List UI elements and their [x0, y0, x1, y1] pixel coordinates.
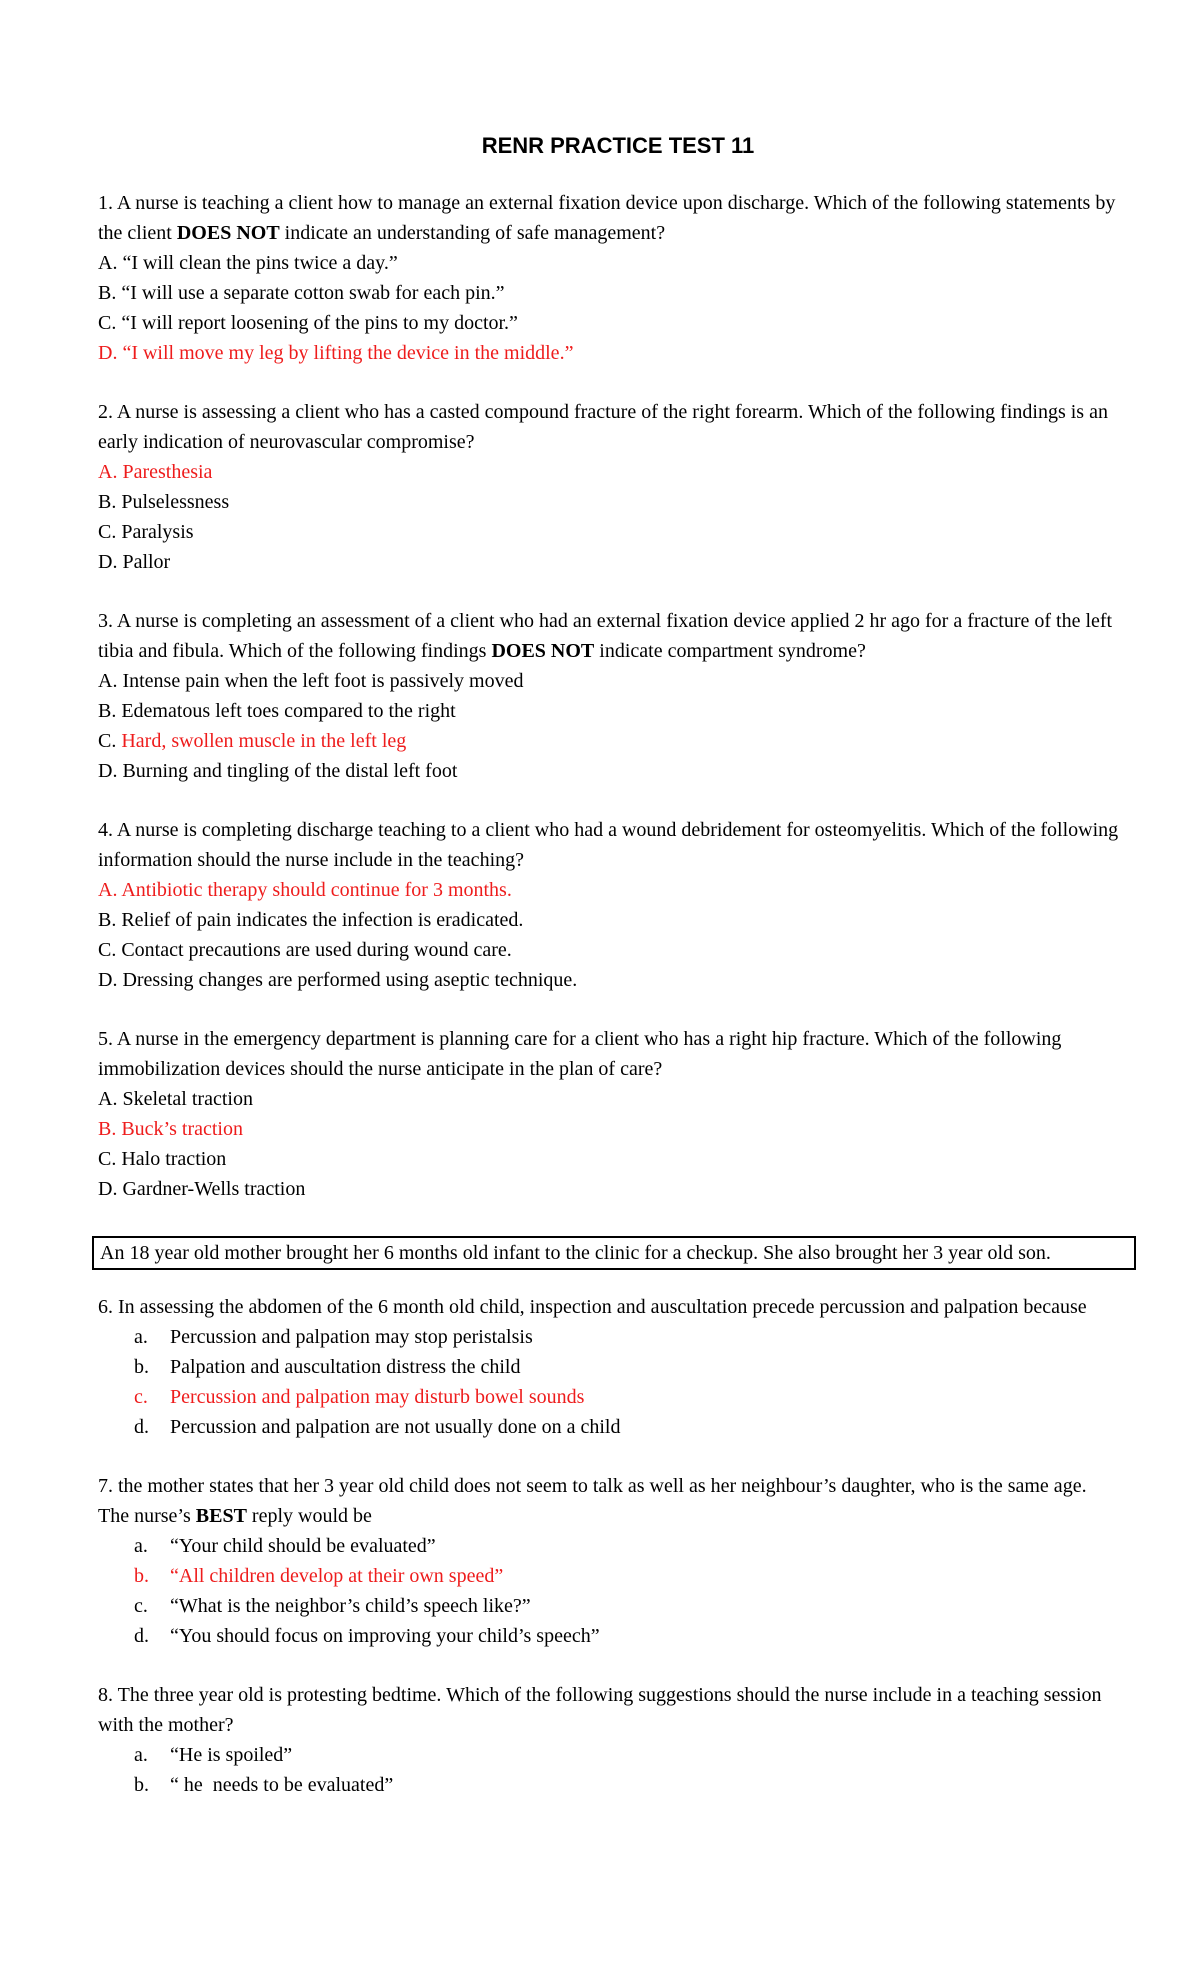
question-4-option-d: D. Dressing changes are performed using aseptic technique.: [98, 969, 578, 991]
question-4-option-a-answer: A. Antibiotic therapy should continue for 3 months.: [98, 879, 512, 901]
question-1-option-c: C. “I will report loosening of the pins to my doctor.”: [98, 312, 518, 334]
question-1-stem-part: indicate an understanding of safe management?: [279, 222, 666, 244]
question-8-stem: 8. The three year old is protesting bedtime. Which of the following suggestions should the nurse include in a teaching session with the mother?: [98, 1684, 1102, 1736]
option-letter: c.: [134, 1386, 148, 1408]
option-letter: d.: [134, 1625, 149, 1647]
option-letter: a.: [134, 1535, 148, 1557]
question-1-stem: [98, 188, 1120, 248]
option-letter: b.: [134, 1774, 149, 1796]
question-3-option-c-answer: Hard, swollen muscle in the left leg: [121, 730, 407, 752]
question-1-option-a: A. “I will clean the pins twice a day.”: [98, 252, 398, 274]
question-5-stem: 5. A nurse in the emergency department is planning care for a client who has a right hip fracture. Which of the following immobilization devices should the nurse anticipate in the plan of care?: [98, 1028, 1062, 1080]
option-letter: a.: [134, 1744, 148, 1766]
question-7-option-d: [98, 1621, 1120, 1651]
option-text: “What is the neighbor’s child’s speech like?”: [170, 1595, 531, 1617]
question-8: [98, 1680, 1120, 1800]
question-7-option-b-answer: [98, 1561, 1120, 1591]
question-1-option-b: B. “I will use a separate cotton swab for each pin.”: [98, 282, 505, 304]
question-4: [98, 815, 1120, 995]
option-letter: a.: [134, 1326, 148, 1348]
question-4-stem: 4. A nurse is completing discharge teaching to a client who had a wound debridement for osteomyelitis. Which of the following information should the nurse include in the teaching?: [98, 819, 1119, 871]
question-5-option-a: A. Skeletal traction: [98, 1088, 253, 1110]
question-6-stem: 6. In assessing the abdomen of the 6 month old child, inspection and auscultation precede percussion and palpation because: [98, 1296, 1087, 1318]
option-text: Palpation and auscultation distress the child: [170, 1356, 521, 1378]
question-3-option-c: [98, 726, 1120, 756]
option-text: “Your child should be evaluated”: [170, 1535, 436, 1557]
option-text: Percussion and palpation may stop peristalsis: [170, 1326, 533, 1348]
option-text: “You should focus on improving your child’s speech”: [170, 1625, 600, 1647]
question-1-stem-part: 1. A nurse is teaching a client how to manage an external fixation device upon discharge. Which of the following statements by the client: [98, 192, 1116, 244]
question-5-option-c: C. Halo traction: [98, 1148, 227, 1170]
question-4-option-c: C. Contact precautions are used during wound care.: [98, 939, 512, 961]
question-2-option-d: D. Pallor: [98, 551, 171, 573]
question-3-option-a: A. Intense pain when the left foot is passively moved: [98, 670, 524, 692]
question-7-option-a: [98, 1531, 1120, 1561]
question-6-option-d: [98, 1412, 1120, 1442]
option-text: Percussion and palpation are not usually done on a child: [170, 1416, 621, 1438]
question-2-option-c: C. Paralysis: [98, 521, 194, 543]
question-3-stem-part: indicate compartment syndrome?: [594, 640, 866, 662]
question-2-option-b: B. Pulselessness: [98, 491, 230, 513]
question-8-option-b: [98, 1770, 1120, 1800]
question-2-option-a-answer: A. Paresthesia: [98, 461, 213, 483]
question-7-option-c: [98, 1591, 1120, 1621]
question-5-option-d: D. Gardner-Wells traction: [98, 1178, 306, 1200]
question-3-option-b: B. Edematous left toes compared to the right: [98, 700, 456, 722]
case-scenario-box: An 18 year old mother brought her 6 months old infant to the clinic for a checkup. She also brought her 3 year old son.: [92, 1236, 1136, 1270]
option-text: “ he needs to be evaluated”: [170, 1774, 394, 1796]
question-1: [98, 188, 1120, 368]
option-text: “He is spoiled”: [170, 1744, 293, 1766]
question-3: [98, 606, 1120, 786]
question-3-option-d: D. Burning and tingling of the distal left foot: [98, 760, 458, 782]
question-6-option-a: [98, 1322, 1120, 1352]
question-6-option-c-answer: [98, 1382, 1120, 1412]
question-2: [98, 397, 1120, 577]
option-text: “All children develop at their own speed”: [170, 1565, 504, 1587]
question-6: [98, 1292, 1120, 1442]
question-7-stem: [98, 1471, 1120, 1531]
option-letter: d.: [134, 1416, 149, 1438]
question-3-option-c-letter: C.: [98, 730, 122, 752]
question-5-option-b-answer: B. Buck’s traction: [98, 1118, 243, 1140]
page-title: RENR PRACTICE TEST 11: [481, 133, 755, 158]
question-7: [98, 1471, 1120, 1651]
question-1-option-d-answer: D. “I will move my leg by lifting the device in the middle.”: [98, 342, 574, 364]
question-3-emphasis: DOES NOT: [491, 640, 595, 662]
question-4-option-b: B. Relief of pain indicates the infection is eradicated.: [98, 909, 524, 931]
question-2-stem: 2. A nurse is assessing a client who has a casted compound fracture of the right forearm. Which of the following findings is an early indication of neurovascular compromise?: [98, 401, 1108, 453]
option-letter: c.: [134, 1595, 148, 1617]
question-6-option-b: [98, 1352, 1120, 1382]
question-8-option-a: [98, 1740, 1120, 1770]
question-5: [98, 1024, 1120, 1204]
question-7-emphasis: BEST: [195, 1505, 247, 1527]
option-text: Percussion and palpation may disturb bowel sounds: [170, 1386, 585, 1408]
option-letter: b.: [134, 1356, 149, 1378]
question-7-stem-part: 7. the mother states that her 3 year old child does not seem to talk as well as her neighbour’s daughter, who is the same age. The nurse’s: [98, 1475, 1087, 1527]
option-letter: b.: [134, 1565, 149, 1587]
question-7-stem-part: reply would be: [246, 1505, 372, 1527]
question-3-stem-part: 3. A nurse is completing an assessment of a client who had an external fixation device applied 2 hr ago for a fracture of the left tibia and fibula. Which of the following findings: [98, 610, 1113, 662]
question-1-emphasis: DOES NOT: [176, 222, 280, 244]
question-3-stem: [98, 606, 1120, 666]
